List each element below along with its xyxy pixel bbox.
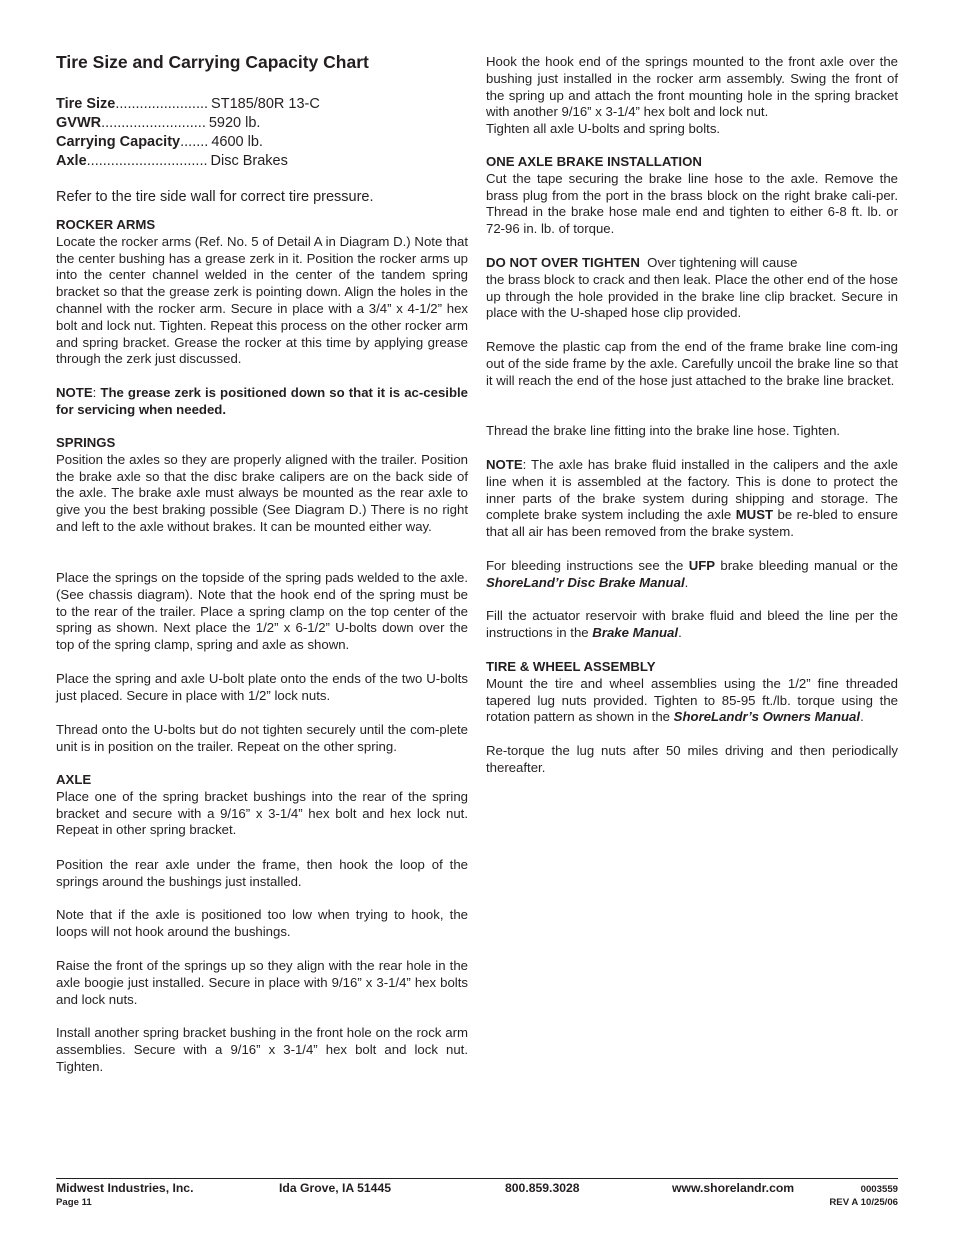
axle-section bbox=[56, 772, 468, 839]
fill-reservoir bbox=[486, 608, 898, 642]
spec-dots: ....... bbox=[180, 134, 209, 150]
axle-p4 bbox=[56, 958, 468, 1008]
retorque-note bbox=[486, 743, 898, 777]
section-heading: TIRE & WHEEL ASSEMBLY bbox=[486, 659, 656, 674]
footer-phone: 800.859.3028 bbox=[505, 1181, 580, 1195]
paragraph: Hook the hook end of the springs mounted to the front axle over the bushing just installed in the rocker arm assembly. Swing the front of the spring up and attach the front mounting hole in the spring bracket with another 9/16” x 3-1/4” hex bolt and lock nut. bbox=[486, 54, 898, 120]
spec-row-carrying-capacity bbox=[56, 133, 468, 152]
spec-value: 4600 lb. bbox=[211, 134, 263, 150]
paragraph: Tighten all axle U-bolts and spring bolts. bbox=[486, 121, 721, 137]
footer-company: Midwest Industries, Inc. bbox=[56, 1181, 194, 1195]
paragraph: Thread onto the U-bolts but do not tighten securely until the com-plete unit is in position on the trailer. Repeat on the other spring. bbox=[56, 722, 468, 754]
paragraph: Remove the plastic cap from the end of the frame brake line com-ing out of the side frame by the axle. Carefully uncoil the brake line so that it will reach the end of the hose just attached to the brake line bracket. bbox=[486, 339, 898, 388]
axle-p3 bbox=[56, 907, 468, 941]
one-axle-brake-section bbox=[486, 154, 898, 238]
tire-pressure-note: Refer to the tire side wall for correct tire pressure. bbox=[56, 189, 374, 205]
paragraph: Note that if the axle is positioned too low when trying to hook, the loops will not hook around the bushings. bbox=[56, 907, 468, 939]
paragraph: Thread the brake line fitting into the brake line hose. Tighten. bbox=[486, 423, 841, 438]
spec-label: Tire Size bbox=[56, 96, 116, 112]
manual-reference: Brake Manual bbox=[592, 624, 679, 640]
rocker-arms-section bbox=[56, 217, 468, 368]
springs-p2 bbox=[56, 570, 468, 654]
footer-page-number: Page 11 bbox=[56, 1197, 92, 1208]
paragraph-text: Fill the actuator reservoir with brake fluid and bleed the line per the instructions in the bbox=[486, 608, 898, 640]
footer-city: Ida Grove, IA 51445 bbox=[279, 1181, 392, 1195]
axle-p2 bbox=[56, 857, 468, 891]
note-label: NOTE bbox=[56, 385, 93, 400]
section-body: Locate the rocker arms (Ref. No. 5 of Detail A in Diagram D.) Note that the center bushing has a grease zerk in it. Position the rocker arms up into the center channel welded in the center of the tandem spring bracket so that the grease zerk is pointing down. Align the holes in the channel with the rocker arm. Secure in place with a 3/4” x 4-1/2” hex bolt and lock nut. Tighten. Repeat this process on the other rocker arm and spring bracket. Grease the rocker at this time by applying grease through the zerk just discussed. bbox=[56, 233, 468, 367]
springs-p4 bbox=[56, 722, 468, 756]
note-emphasis: MUST bbox=[735, 507, 774, 523]
note-text: The grease zerk is positioned down so that it is ac-cesible for servicing when needed. bbox=[56, 385, 468, 417]
section-heading: SPRINGS bbox=[56, 435, 116, 450]
brake-line-p3 bbox=[486, 339, 898, 389]
brake-line-p4 bbox=[486, 423, 898, 440]
springs-section bbox=[56, 435, 468, 536]
note-text: be re-bled to ensure that all air has been removed from the brake system. bbox=[486, 507, 898, 540]
paragraph-text: Mount the tire and wheel assemblies using the 1/2” fine threaded tapered lug nuts provided. Tighten to 85-95 ft./lb. torque using the rotation pattern as shown in the bbox=[486, 675, 898, 725]
paragraph-text: . bbox=[684, 574, 689, 590]
front-axle-section bbox=[486, 54, 898, 138]
spec-dots: .............................. bbox=[86, 153, 208, 169]
manual-reference: ShoreLand’r Disc Brake Manual bbox=[486, 574, 685, 590]
spec-dots: ....................... bbox=[115, 96, 209, 112]
bleeding-instructions bbox=[486, 558, 898, 592]
paragraph: Install another spring bracket bushing in the front hole on the rock arm assemblies. Secure with a 9/16” x 3-1/4” hex bolt and lock nut. Tighten. bbox=[56, 1025, 468, 1074]
spec-label: Axle bbox=[56, 153, 87, 169]
spec-dots: .......................... bbox=[101, 115, 206, 131]
paragraph: Place one of the spring bracket bushings into the rear of the spring bracket and secure with a 9/16” x 3-1/4” hex bolt and hex lock nut. Repeat in other spring bracket. bbox=[56, 788, 468, 838]
paragraph-text: For bleeding instructions see the bbox=[486, 558, 689, 573]
note-label: NOTE bbox=[486, 457, 523, 472]
note-text: : The axle has brake fluid installed in the calipers and the axle line when it is assembled at the factory. This is done to protect the inner parts of the brake system during shipping and storage. The complete brake system including the axle bbox=[486, 457, 898, 523]
section-heading: ROCKER ARMS bbox=[56, 217, 156, 232]
spec-value: ST185/80R 13-C bbox=[211, 96, 320, 112]
footer-website: www.shorelandr.com bbox=[672, 1181, 795, 1195]
spec-row-tire-size bbox=[56, 95, 468, 114]
spec-row-axle bbox=[56, 152, 468, 171]
warning-label: DO NOT OVER TIGHTEN bbox=[486, 255, 640, 270]
manual-reference: ShoreLandr’s Owners Manual bbox=[673, 709, 861, 725]
paragraph: Re-torque the lug nuts after 50 miles driving and then periodically thereafter. bbox=[486, 743, 898, 775]
spec-table bbox=[56, 95, 468, 171]
spec-label: Carrying Capacity bbox=[56, 134, 181, 150]
brand-name: UFP bbox=[688, 558, 716, 573]
paragraph-text: . bbox=[860, 709, 864, 725]
warning-text: Over tightening will cause bbox=[639, 255, 798, 270]
paragraph-text: . bbox=[678, 624, 682, 640]
spec-label: GVWR bbox=[56, 115, 102, 131]
spec-row-gvwr bbox=[56, 114, 468, 133]
over-tighten-warning bbox=[486, 255, 898, 322]
footer-divider bbox=[56, 1178, 898, 1179]
spec-value: 5920 lb. bbox=[208, 115, 261, 131]
footer-revision: REV A 10/25/06 bbox=[829, 1197, 898, 1208]
springs-p3 bbox=[56, 671, 468, 705]
spec-value: Disc Brakes bbox=[210, 153, 288, 169]
rocker-arms-note bbox=[56, 385, 468, 419]
paragraph-text: brake bleeding manual or the bbox=[715, 558, 898, 573]
paragraph: Place the spring and axle U-bolt plate onto the ends of the two U-bolts just placed. Secure in place with 1/2” lock nuts. bbox=[56, 671, 468, 703]
section-heading: AXLE bbox=[56, 772, 92, 787]
paragraph: Position the axles so they are properly aligned with the trailer. Position the brake axle so that the disc brake calipers are on the back side of the axle. The brake axle must always be mounted as the rear axle to give you the best braking possible (See Diagram D.) There is no right and left to the axle without brakes. It can be mounted either way. bbox=[56, 451, 468, 534]
note-separator: : bbox=[92, 385, 101, 400]
paragraph: Raise the front of the springs up so they align with the rear hole in the axle boogie just installed. Secure in place with 9/16” x 3-1/4” hex bolts and lock nuts. bbox=[56, 958, 468, 1007]
paragraph: the brass block to crack and then leak. Place the other end of the hose up through the hole provided in the brake line clip bracket. Secure in place with the U-shaped hose clip provided. bbox=[486, 271, 898, 321]
section-heading: ONE AXLE BRAKE INSTALLATION bbox=[486, 154, 702, 169]
footer-doc-number: 0003559 bbox=[860, 1184, 898, 1195]
paragraph: Cut the tape securing the brake line hose to the axle. Remove the brass plug from the port in the brass block on the right brake cali-per. Thread in the brake hose male end and tighten to either 6-8 ft. lb. or 72-96 in. lb. of torque. bbox=[486, 170, 898, 237]
paragraph: Position the rear axle under the frame, then hook the loop of the springs around the bushings just installed. bbox=[56, 857, 468, 889]
paragraph: Place the springs on the topside of the spring pads welded to the axle. (See chassis diagram). Note that the hook end of the spring must be to the rear of the trailer. Place a spring clamp on the top center of the spring as shown. Next place the 1/2” x 6-1/2” U-bolts down over the top of the spring clamp, spring and axle as shown. bbox=[56, 570, 468, 653]
tire-wheel-section bbox=[486, 659, 898, 726]
brake-fluid-note bbox=[486, 457, 898, 541]
axle-p5 bbox=[56, 1025, 468, 1075]
page-title: Tire Size and Carrying Capacity Chart bbox=[56, 52, 369, 72]
